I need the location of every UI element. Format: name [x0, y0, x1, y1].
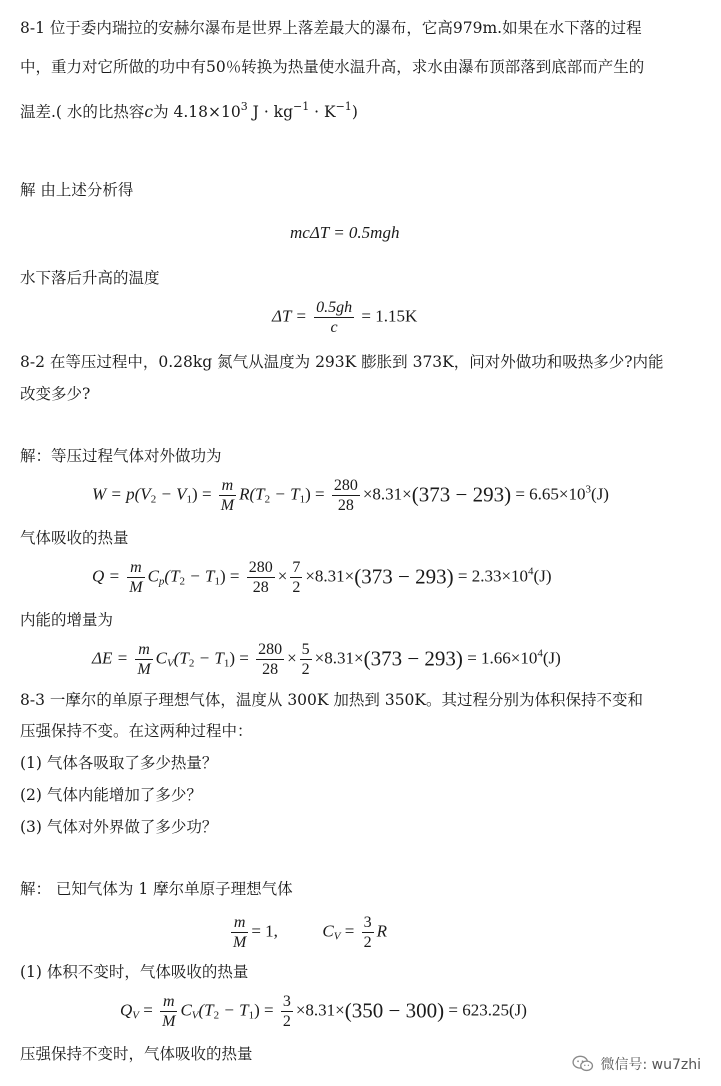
solution-8-2-heat-label: 气体吸收的热量: [20, 529, 129, 547]
problem-8-2-line1: 8-2 在等压过程中，0.28kg 氮气从温度为 293K 膨胀到 373K，问对外做功和吸热多少?内能: [20, 353, 664, 371]
problem-8-1-line2: 中，重力对它所做的功中有50％转换为热量使水温升高，求水由瀑布顶部落到底部而产生的: [20, 58, 645, 76]
problem-8-3-question-3: (3) 气体对外界做了多少功？: [20, 818, 218, 836]
problem-8-1-line3: 温差.( 水的比热容c为 $4.18\times 10^3$ $J \cdot kg^{-1} \cdot K^{-1}$): [20, 100, 358, 121]
problem-8-3-line2: 压强保持不变。在这两种过程中：: [20, 722, 253, 740]
fraction-delta-t: $\frac{0.5gh}{c}$: [316, 299, 353, 336]
problem-8-3-question-2: (2) 气体内能增加了多少？: [20, 786, 202, 804]
equation-work: $W = p(V_2 - V_1)$ = $\frac{m}{M}$ $R(T_2 - T_1)$ = $\frac{280}{28}$ $\times 8.31\times(373 - 293) = 6.65\times 10^3(J)$: [92, 477, 609, 514]
wechat-icon: [572, 1055, 594, 1073]
solution-8-3-heading: 解： 已知气体为 1 摩尔单原子理想气体: [20, 880, 293, 898]
equation-energy-balance: mcΔT = 0.5mgh: [290, 223, 400, 242]
problem-8-3-line1: 8-3 一摩尔的单原子理想气体，温度从 300K 加热到 350K。其过程分别为体积保持不变和: [20, 691, 643, 709]
problem-8-3-question-1: (1) 气体各吸取了多少热量？: [20, 754, 218, 772]
solution-8-2-energy-label: 内能的增量为: [20, 611, 114, 629]
wechat-watermark: [572, 1054, 701, 1074]
equation-heat-isochoric: $Q_V$ = $\frac{m}{M}$ $C_V(T_2 - T_1)$ = $\frac{3}{2}$ ×8.31×(350 − 300) = 623.25(J): [120, 993, 527, 1030]
solution-8-1-heading: 解 由上述分析得: [20, 181, 134, 199]
equation-internal-energy: ΔE = $\frac{m}{M}$ $C_V(T_2 - T_1)$ = $\frac{280}{28}$ × $\frac{5}{2}$ $\times 8.31\times(373 - 293) = 1.66\times 10^4(J)$: [92, 641, 561, 678]
problem-8-1-line1: 8-1 位于委内瑞拉的安赫尔瀑布是世界上落差最大的瀑布，它高979m.如果在水下落的过程: [20, 19, 642, 37]
watermark-text: 微信号: wu7zhi: [600, 1057, 701, 1073]
solution-8-2-heading: 解：等压过程气体对外做功为: [20, 447, 222, 465]
equation-given-values: $\frac{m}{M}$ = 1, $C_V$ = $\frac{3}{2}$ R: [233, 914, 387, 951]
equation-delta-t: ΔT = $\frac{0.5gh}{c}$ = 1.15K: [272, 299, 418, 336]
problem-8-2-line2: 改变多少?: [20, 385, 91, 403]
equation-heat-isobaric: Q = $\frac{m}{M}$ $C_p(T_2 - T_1)$ = $\frac{280}{28}$ × $\frac{7}{2}$ $\times 8.31\times(373 - 293) = 2.33\times 10^4(J)$: [92, 559, 552, 596]
solution-8-3-step-2: 压强保持不变时，气体吸收的热量: [20, 1045, 253, 1063]
solution-8-1-text: 水下落后升高的温度: [20, 269, 160, 287]
solution-8-3-step-1: (1) 体积不变时，气体吸收的热量: [20, 963, 249, 981]
